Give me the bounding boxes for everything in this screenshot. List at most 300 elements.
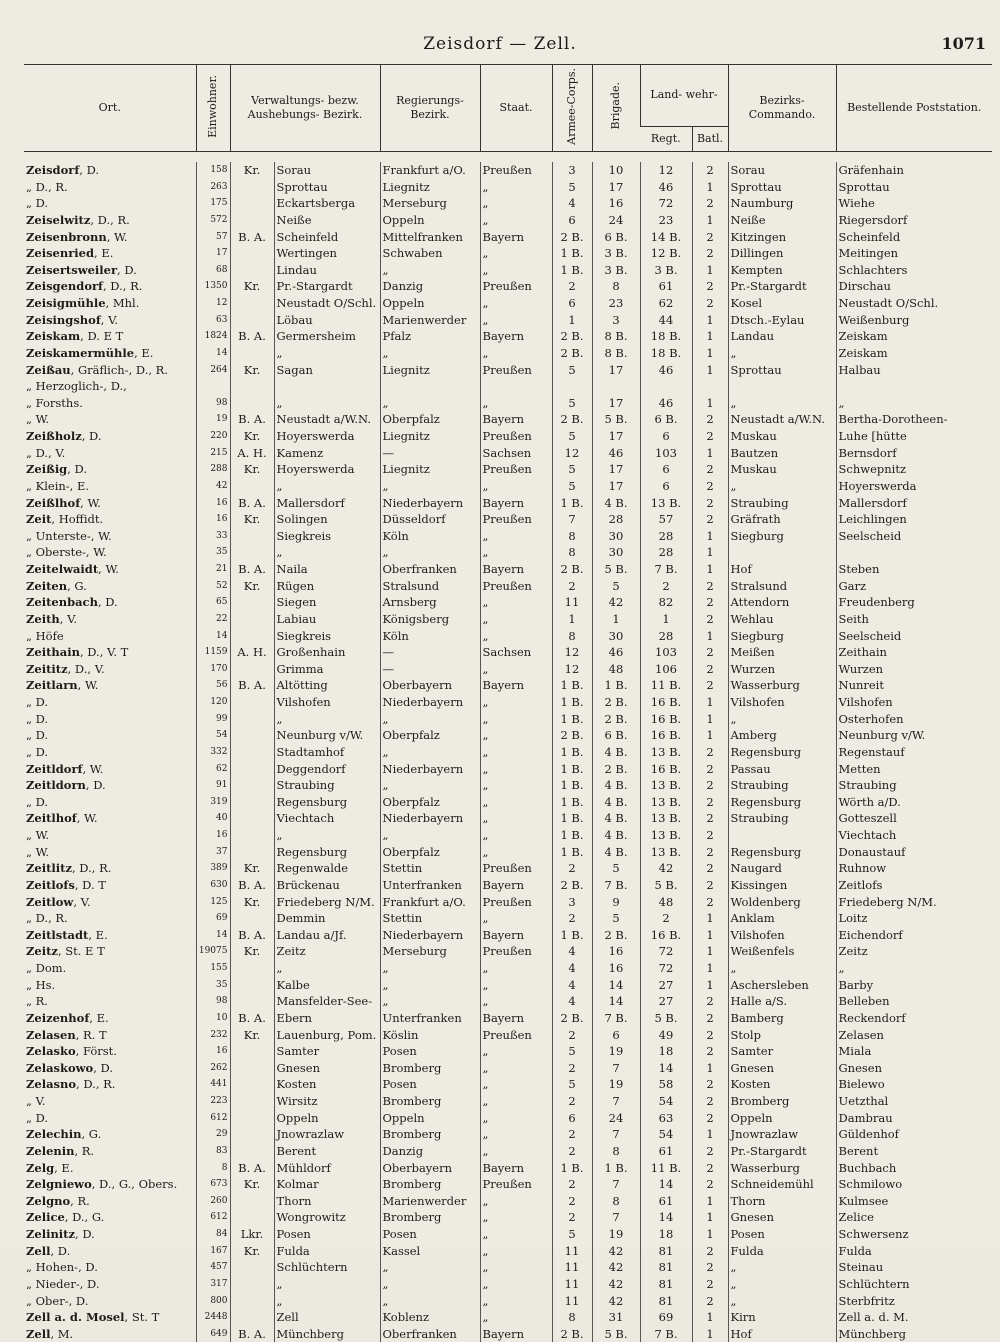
cell-post: Zelice	[836, 1209, 992, 1226]
table-row	[24, 295, 992, 312]
cell-brigade: 5	[592, 910, 640, 927]
place-name: Zeitlarn	[26, 678, 78, 692]
cell-batl: 1	[692, 262, 728, 279]
cell-armee: 5	[552, 1043, 592, 1060]
cell-batl: 1	[692, 362, 728, 379]
cell-verwaltung-bezirk: Schlüchtern	[274, 1259, 380, 1276]
cell-einwohner: 56	[196, 677, 230, 694]
cell-verwaltung-kind	[230, 611, 274, 628]
cell-armee: 11	[552, 1293, 592, 1310]
cell-regt: 16 B.	[640, 727, 692, 744]
cell-brigade: 1 B.	[592, 1160, 640, 1177]
cell-staat: „	[480, 761, 552, 778]
cell-verwaltung-bezirk: Lauenburg, Pom.	[274, 1027, 380, 1044]
cell-regierung: Oberbayern	[380, 677, 480, 694]
col-bezirks: Bezirks- Commando.	[728, 65, 836, 152]
cell-regt: 49	[640, 1027, 692, 1044]
cell-verwaltung-kind	[230, 594, 274, 611]
cell-regierung: Stettin	[380, 860, 480, 877]
cell-brigade: 17	[592, 461, 640, 478]
cell-staat: „	[480, 1076, 552, 1093]
cell-batl: 2	[692, 1276, 728, 1293]
cell-regt: 46	[640, 362, 692, 379]
place-name: Zeißlhof	[26, 496, 80, 510]
cell-regierung: Oppeln	[380, 212, 480, 229]
cell-post: Güldenhof	[836, 1126, 992, 1143]
cell-staat: Preußen	[480, 162, 552, 179]
cell-armee: 2	[552, 578, 592, 595]
cell-regierung: Posen	[380, 1043, 480, 1060]
cell-einwohner: 14	[196, 628, 230, 645]
cell-batl: 2	[692, 1010, 728, 1027]
table-row	[24, 794, 992, 811]
cell-regt: 42	[640, 860, 692, 877]
cell-post: Zeiskam	[836, 345, 992, 362]
cell-armee: 2 B.	[552, 345, 592, 362]
place-name: Zeiskamermühle	[26, 346, 134, 360]
table-row	[24, 744, 992, 761]
cell-regierung: Marienwerder	[380, 312, 480, 329]
cell-verwaltung-bezirk: Löbau	[274, 312, 380, 329]
cell-regt: 23	[640, 212, 692, 229]
cell-verwaltung-bezirk: Berent	[274, 1143, 380, 1160]
table-row	[24, 727, 992, 744]
cell-verwaltung-bezirk: „	[274, 345, 380, 362]
cell-batl: 1	[692, 395, 728, 412]
cell-einwohner: 612	[196, 1209, 230, 1226]
cell-brigade: 6 B.	[592, 727, 640, 744]
cell-regt: 16 B.	[640, 927, 692, 944]
cell-regt: 103	[640, 445, 692, 462]
cell-brigade: 2 B.	[592, 761, 640, 778]
cell-batl: 2	[692, 810, 728, 827]
cell-verwaltung-kind: A. H.	[230, 445, 274, 462]
cell-regierung: Posen	[380, 1226, 480, 1243]
cell-regierung: „	[380, 711, 480, 728]
cell-einwohner: 69	[196, 910, 230, 927]
cell-staat: „	[480, 312, 552, 329]
table-row	[24, 1060, 992, 1077]
cell-armee: 2 B.	[552, 1010, 592, 1027]
cell-post: Wörth a/D.	[836, 794, 992, 811]
cell-regt: 57	[640, 511, 692, 528]
cell-post: Fulda	[836, 1243, 992, 1260]
cell-batl: 2	[692, 495, 728, 512]
cell-einwohner: 22	[196, 611, 230, 628]
place-name: Zeititz	[26, 662, 68, 676]
table-row	[24, 1160, 992, 1177]
cell-brigade: 42	[592, 1276, 640, 1293]
cell-regierung: Niederbayern	[380, 495, 480, 512]
cell-armee: 2	[552, 1176, 592, 1193]
cell-regierung: Liegnitz	[380, 428, 480, 445]
cell-regt: 58	[640, 1076, 692, 1093]
cell-armee: 12	[552, 445, 592, 462]
cell-verwaltung-bezirk: „	[274, 478, 380, 495]
cell-einwohner: 17	[196, 245, 230, 262]
cell-armee: 1 B.	[552, 744, 592, 761]
cell-brigade: 31	[592, 1309, 640, 1326]
cell-post: Zelasen	[836, 1027, 992, 1044]
place-name: Zell a. d. Mosel	[26, 1310, 125, 1324]
cell-regt: 28	[640, 544, 692, 561]
cell-verwaltung-bezirk: Rügen	[274, 578, 380, 595]
cell-armee: 1 B.	[552, 677, 592, 694]
cell-regt: 18 B.	[640, 345, 692, 362]
table-row	[24, 1027, 992, 1044]
place-name: Zell	[26, 1327, 50, 1341]
place-name: Zelice	[26, 1210, 65, 1224]
cell-bezirks: Halle a/S.	[728, 993, 836, 1010]
cell-regt: 13 B.	[640, 844, 692, 861]
cell-verwaltung-bezirk: Siegkreis	[274, 628, 380, 645]
cell-verwaltung-bezirk: Neustadt O/Schl.	[274, 295, 380, 312]
cell-verwaltung-bezirk: Neiße	[274, 212, 380, 229]
cell-regierung: Kassel	[380, 1243, 480, 1260]
cell-ort: „ D.	[24, 1110, 196, 1127]
cell-einwohner: 263	[196, 179, 230, 196]
cell-einwohner: 14	[196, 927, 230, 944]
cell-brigade: 8	[592, 278, 640, 295]
cell-regierung	[380, 378, 480, 395]
cell-bezirks: Attendorn	[728, 594, 836, 611]
cell-ort: Zell, D.	[24, 1243, 196, 1260]
cell-ort: Zeitenbach, D.	[24, 594, 196, 611]
cell-staat: Bayern	[480, 495, 552, 512]
table-row	[24, 1276, 992, 1293]
place-name: Zeitlofs	[26, 878, 75, 892]
cell-bezirks: Straubing	[728, 810, 836, 827]
cell-ort: Zeitlitz, D., R.	[24, 860, 196, 877]
cell-bezirks: Vilshofen	[728, 694, 836, 711]
table-row	[24, 395, 992, 412]
cell-bezirks: „	[728, 1293, 836, 1310]
cell-einwohner: 441	[196, 1076, 230, 1093]
cell-ort: Zeit, Hoffidt.	[24, 511, 196, 528]
cell-post: Neunburg v/W.	[836, 727, 992, 744]
cell-bezirks: Wehlau	[728, 611, 836, 628]
cell-ort: Zeißau, Gräflich-, D., R.	[24, 362, 196, 379]
table-row	[24, 1076, 992, 1093]
cell-regt: 82	[640, 594, 692, 611]
table-row	[24, 561, 992, 578]
cell-verwaltung-kind	[230, 212, 274, 229]
cell-einwohner: 65	[196, 594, 230, 611]
cell-armee: 5	[552, 428, 592, 445]
cell-regt: 48	[640, 894, 692, 911]
cell-verwaltung-kind: B. A.	[230, 229, 274, 246]
cell-einwohner	[196, 378, 230, 395]
cell-bezirks: Kempten	[728, 262, 836, 279]
cell-verwaltung-bezirk: Mallersdorf	[274, 495, 380, 512]
table-row	[24, 212, 992, 229]
cell-verwaltung-bezirk: „	[274, 395, 380, 412]
cell-brigade: 4 B.	[592, 844, 640, 861]
cell-verwaltung-kind	[230, 1276, 274, 1293]
cell-verwaltung-bezirk: Brückenau	[274, 877, 380, 894]
cell-batl: 1	[692, 561, 728, 578]
cell-brigade: 7	[592, 1126, 640, 1143]
cell-regt: 13 B.	[640, 495, 692, 512]
cell-regt: 16 B.	[640, 711, 692, 728]
cell-verwaltung-kind	[230, 312, 274, 329]
table-row	[24, 677, 992, 694]
cell-batl: 2	[692, 411, 728, 428]
cell-verwaltung-kind: Lkr.	[230, 1226, 274, 1243]
cell-regierung: Köln	[380, 628, 480, 645]
cell-regt: 11 B.	[640, 1160, 692, 1177]
cell-verwaltung-kind	[230, 395, 274, 412]
cell-einwohner: 389	[196, 860, 230, 877]
cell-ort: „ Hohen-, D.	[24, 1259, 196, 1276]
table-row	[24, 179, 992, 196]
cell-regt: 46	[640, 395, 692, 412]
cell-ort: Zeitz, St. E T	[24, 943, 196, 960]
place-name: Zelasen	[26, 1028, 76, 1042]
cell-staat: Bayern	[480, 1160, 552, 1177]
cell-verwaltung-bezirk: „	[274, 827, 380, 844]
table-row	[24, 411, 992, 428]
cell-brigade: 17	[592, 362, 640, 379]
cell-verwaltung-bezirk: „	[274, 1293, 380, 1310]
cell-batl: 1	[692, 1060, 728, 1077]
place-name: Zelinitz	[26, 1227, 75, 1241]
place-name: Zelaskowo	[26, 1061, 93, 1075]
cell-bezirks: „	[728, 960, 836, 977]
table-row	[24, 894, 992, 911]
place-name: Zeizenhof	[26, 1011, 89, 1025]
cell-post: Freudenberg	[836, 594, 992, 611]
cell-post: Uetzthal	[836, 1093, 992, 1110]
cell-regt: 13 B.	[640, 777, 692, 794]
cell-batl: 1	[692, 345, 728, 362]
cell-bezirks: Anklam	[728, 910, 836, 927]
cell-verwaltung-bezirk: Scheinfeld	[274, 229, 380, 246]
cell-armee: 5	[552, 1076, 592, 1093]
cell-verwaltung-bezirk: Thorn	[274, 1193, 380, 1210]
cell-einwohner: 457	[196, 1259, 230, 1276]
cell-staat: „	[480, 195, 552, 212]
cell-regierung: „	[380, 345, 480, 362]
cell-verwaltung-bezirk: Sagan	[274, 362, 380, 379]
cell-armee: 1 B.	[552, 844, 592, 861]
cell-batl: 1	[692, 528, 728, 545]
cell-ort: „ D.	[24, 794, 196, 811]
cell-brigade: 2 B.	[592, 694, 640, 711]
cell-brigade: 3 B.	[592, 262, 640, 279]
table-row	[24, 362, 992, 379]
table-row	[24, 528, 992, 545]
cell-ort: Zelasko, Först.	[24, 1043, 196, 1060]
cell-staat: Preußen	[480, 461, 552, 478]
cell-verwaltung-bezirk: Posen	[274, 1226, 380, 1243]
cell-ort: „ V.	[24, 1093, 196, 1110]
cell-staat: „	[480, 1043, 552, 1060]
cell-armee: 2	[552, 1126, 592, 1143]
cell-verwaltung-bezirk: Mühldorf	[274, 1160, 380, 1177]
cell-batl: 1	[692, 727, 728, 744]
cell-brigade: 19	[592, 1226, 640, 1243]
cell-armee: 4	[552, 977, 592, 994]
cell-verwaltung-kind: Kr.	[230, 278, 274, 295]
cell-einwohner: 84	[196, 1226, 230, 1243]
cell-regt: 28	[640, 628, 692, 645]
cell-verwaltung-kind	[230, 761, 274, 778]
cell-bezirks: Oppeln	[728, 1110, 836, 1127]
cell-staat: „	[480, 1276, 552, 1293]
page-number: 1071	[941, 34, 986, 53]
cell-staat: Bayern	[480, 927, 552, 944]
cell-armee: 3	[552, 894, 592, 911]
cell-armee	[552, 378, 592, 395]
cell-armee: 5	[552, 478, 592, 495]
cell-einwohner: 16	[196, 827, 230, 844]
cell-einwohner: 800	[196, 1293, 230, 1310]
table-row	[24, 162, 992, 179]
table-row	[24, 1293, 992, 1310]
cell-staat: Bayern	[480, 561, 552, 578]
col-verwaltung: Verwaltungs- bezw. Aushebungs- Bezirk.	[230, 65, 380, 152]
cell-bezirks: Kitzingen	[728, 229, 836, 246]
cell-regierung: „	[380, 544, 480, 561]
cell-staat: „	[480, 528, 552, 545]
cell-batl: 2	[692, 777, 728, 794]
place-name: Zeißau	[26, 363, 71, 377]
cell-ort: Zeisertsweiler, D.	[24, 262, 196, 279]
place-name: Zelg	[26, 1161, 54, 1175]
cell-ort: Zelice, D., G.	[24, 1209, 196, 1226]
cell-verwaltung-bezirk: Kamenz	[274, 445, 380, 462]
cell-einwohner: 220	[196, 428, 230, 445]
cell-verwaltung-kind	[230, 478, 274, 495]
cell-batl: 2	[692, 993, 728, 1010]
cell-brigade: 10	[592, 162, 640, 179]
cell-batl: 1	[692, 328, 728, 345]
cell-regt: 46	[640, 179, 692, 196]
place-name: Zelgniewo	[26, 1177, 92, 1191]
cell-brigade: 4 B.	[592, 827, 640, 844]
cell-post: Schlachters	[836, 262, 992, 279]
cell-einwohner: 29	[196, 1126, 230, 1143]
cell-post: Leichlingen	[836, 511, 992, 528]
cell-ort: „ D.	[24, 694, 196, 711]
cell-brigade: 8 B.	[592, 328, 640, 345]
cell-bezirks: Samter	[728, 1043, 836, 1060]
cell-brigade: 4 B.	[592, 810, 640, 827]
cell-verwaltung-kind	[230, 295, 274, 312]
table-row	[24, 694, 992, 711]
cell-ort: „ Klein-, E.	[24, 478, 196, 495]
cell-verwaltung-bezirk: Sorau	[274, 162, 380, 179]
cell-post: Steben	[836, 561, 992, 578]
cell-ort: Zeithain, D., V. T	[24, 644, 196, 661]
cell-regierung: —	[380, 661, 480, 678]
cell-staat: „	[480, 993, 552, 1010]
cell-regt: 14 B.	[640, 229, 692, 246]
cell-regt	[640, 378, 692, 395]
cell-post: „	[836, 960, 992, 977]
cell-brigade: 17	[592, 428, 640, 445]
cell-verwaltung-bezirk: Viechtach	[274, 810, 380, 827]
cell-staat: Sachsen	[480, 644, 552, 661]
cell-verwaltung-kind	[230, 794, 274, 811]
table-row	[24, 1093, 992, 1110]
cell-staat: „	[480, 1193, 552, 1210]
cell-einwohner: 54	[196, 727, 230, 744]
cell-brigade: 24	[592, 1110, 640, 1127]
cell-verwaltung-kind	[230, 844, 274, 861]
cell-batl: 2	[692, 1143, 728, 1160]
place-name: Zeitelwaidt	[26, 562, 98, 576]
cell-regt: 63	[640, 1110, 692, 1127]
cell-verwaltung-bezirk: Siegen	[274, 594, 380, 611]
cell-regt: 6	[640, 478, 692, 495]
cell-regt: 27	[640, 977, 692, 994]
cell-batl: 2	[692, 1027, 728, 1044]
cell-regierung: Köln	[380, 528, 480, 545]
cell-staat: „	[480, 1093, 552, 1110]
cell-armee: 2	[552, 1209, 592, 1226]
cell-staat: Preußen	[480, 578, 552, 595]
cell-regierung: Bromberg	[380, 1126, 480, 1143]
cell-brigade: 16	[592, 195, 640, 212]
cell-staat: „	[480, 295, 552, 312]
cell-brigade: 4 B.	[592, 777, 640, 794]
cell-ort: Zeißlhof, W.	[24, 495, 196, 512]
cell-post: Schwepnitz	[836, 461, 992, 478]
cell-ort: „ W.	[24, 411, 196, 428]
cell-batl: 1	[692, 544, 728, 561]
cell-brigade: 42	[592, 594, 640, 611]
col-batl: Batl.	[692, 126, 728, 151]
cell-batl: 2	[692, 295, 728, 312]
cell-regierung: Oberpfalz	[380, 411, 480, 428]
cell-brigade: 7 B.	[592, 1010, 640, 1027]
cell-staat: „	[480, 1143, 552, 1160]
cell-batl: 2	[692, 1110, 728, 1127]
cell-post: „	[836, 395, 992, 412]
cell-brigade: 42	[592, 1293, 640, 1310]
cell-bezirks: Dtsch.-Eylau	[728, 312, 836, 329]
cell-post: Zeiskam	[836, 328, 992, 345]
cell-staat: „	[480, 711, 552, 728]
cell-brigade: 7 B.	[592, 877, 640, 894]
cell-verwaltung-kind	[230, 694, 274, 711]
cell-regierung: „	[380, 1259, 480, 1276]
cell-regt: 18 B.	[640, 328, 692, 345]
cell-bezirks: Passau	[728, 761, 836, 778]
cell-post: Barby	[836, 977, 992, 994]
cell-staat: Bayern	[480, 877, 552, 894]
cell-regierung: Liegnitz	[380, 362, 480, 379]
cell-brigade: 1 B.	[592, 677, 640, 694]
cell-regierung: Schwaben	[380, 245, 480, 262]
cell-regierung: Unterfranken	[380, 1010, 480, 1027]
place-name: Zeisenried	[26, 246, 94, 260]
cell-verwaltung-kind	[230, 1293, 274, 1310]
cell-batl: 1	[692, 943, 728, 960]
cell-batl: 1	[692, 179, 728, 196]
cell-bezirks: „	[728, 711, 836, 728]
cell-staat: „	[480, 694, 552, 711]
cell-verwaltung-bezirk: „	[274, 544, 380, 561]
cell-regierung: Niederbayern	[380, 694, 480, 711]
cell-verwaltung-bezirk: Friedeberg N/M.	[274, 894, 380, 911]
col-post: Bestellende Poststation.	[836, 65, 992, 152]
cell-ort: Zeiselwitz, D., R.	[24, 212, 196, 229]
cell-ort: Zeisenried, E.	[24, 245, 196, 262]
cell-ort: „ Herzoglich-, D.,	[24, 378, 196, 395]
